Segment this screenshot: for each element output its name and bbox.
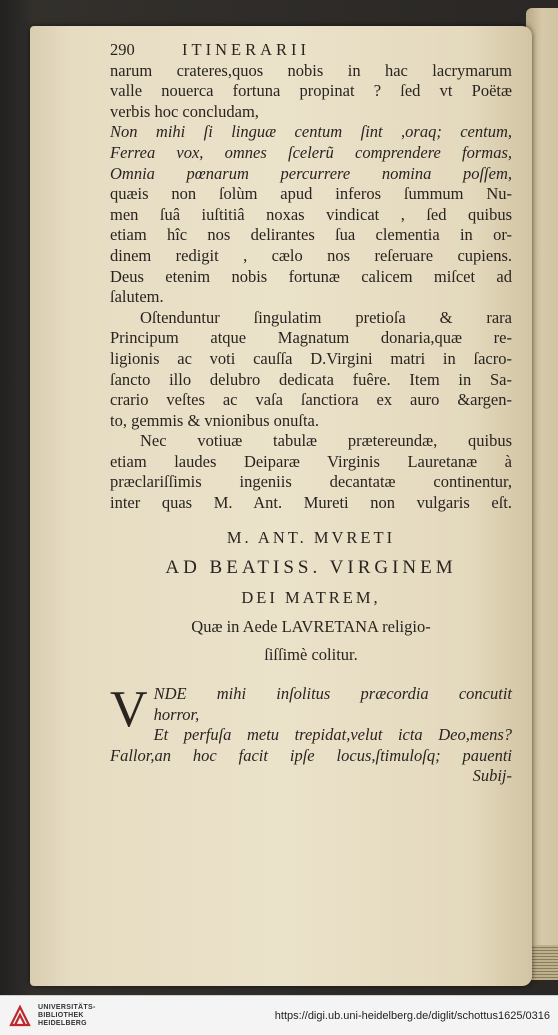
text-line: Deus etenim nobis fortunæ calicem miſcet ad	[110, 266, 512, 286]
heading-author: M. ANT. MVRETI	[226, 527, 396, 547]
text-line: Ferrea vox, omnes ſcelerũ comprendere formas,	[110, 142, 512, 162]
running-head: ITINERARII	[182, 40, 310, 59]
library-name: UNIVERSITÄTS- BIBLIOTHEK HEIDELBERG	[38, 1003, 96, 1027]
drop-cap: V	[110, 681, 148, 739]
text-line: Oſtenduntur ſingulatim pretioſa & rara	[140, 307, 512, 327]
text-line: præclariſſimis ingeniis decantatæ continentur,	[110, 472, 512, 492]
viewer-footer	[0, 995, 558, 1035]
poem	[110, 681, 512, 787]
text-line: men ſuâ iuſtitiâ noxas vindicat , ſed quibus	[110, 204, 512, 224]
text-line: Nec votiuæ tabulæ prætereundæ, quibus	[140, 431, 512, 451]
text-line: Omnia pœnarum percurrere nomina poſſem,	[110, 163, 512, 183]
text-line: ſancto illo delubro dedicata fuêre. Item in Sa-	[110, 369, 512, 389]
text-line: Principum atque Magnatum donaria,quæ re-	[110, 328, 512, 348]
text-line: to, gemmis & vnionibus onuſta.	[110, 410, 319, 430]
text-line: valle nouerca fortuna propinat ? ſed vt Poëtæ	[110, 81, 512, 101]
text-line: etiam laudes Deiparæ Virginis Lauretanæ à	[110, 451, 512, 471]
poem-line: NDE mihi inſolitus præcordia concutit	[153, 684, 512, 704]
library-logo[interactable]	[8, 1004, 96, 1028]
text-line: quæis non ſolùm apud inferos ſummum Nu-	[110, 184, 512, 204]
heading-subtitle: DEI MATREM,	[241, 588, 381, 608]
text-line: narum crateres,quos nobis in hac lacrymarum	[110, 60, 512, 80]
poem-line: Fallor,an hoc facit ipſe locus,ſtimuloſq; pauenti	[110, 745, 512, 765]
body-lines	[110, 61, 512, 514]
text-line: ſalutem.	[110, 287, 164, 307]
page-number: 290	[110, 40, 135, 59]
text-line: inter quas M. Ant. Mureti non vulgaris eſt.	[110, 493, 512, 513]
page-header	[110, 40, 512, 61]
text-line: Non mihi ſi linguæ centum ſint ,oraq; centum,	[110, 122, 512, 142]
poem-line: Et perfuſa metu trepidat,velut icta Deo,mens?	[153, 725, 512, 745]
poem-line: horror,	[153, 704, 200, 724]
heading-title: AD BEATISS. VIRGINEM	[165, 557, 457, 579]
library-seal-icon	[8, 1004, 32, 1028]
text-line: verbis hoc concludam,	[110, 101, 259, 121]
page-text	[110, 40, 512, 787]
text-line: etiam hîc nos delirantes ſua clementia in or-	[110, 225, 512, 245]
text-line: ligionis ac voti cauſſa D.Virgini matri in ſacro-	[110, 348, 512, 368]
text-line: dinem redigit , cælo nos reſeruare cupiens.	[110, 245, 512, 265]
text-line: crario veſtes ac vaſa ſanctiora ex auro &argen-	[110, 390, 512, 410]
catchword: Subij-	[472, 766, 512, 786]
permalink-url[interactable]: https://digi.ub.uni-heidelberg.de/diglit/schottus1625/0316	[274, 1009, 550, 1022]
heading-dedication: Quæ in Aede LAVRETANA religio-	[191, 616, 431, 636]
heading-dedication-end: ſiſſimè colitur.	[264, 645, 358, 665]
